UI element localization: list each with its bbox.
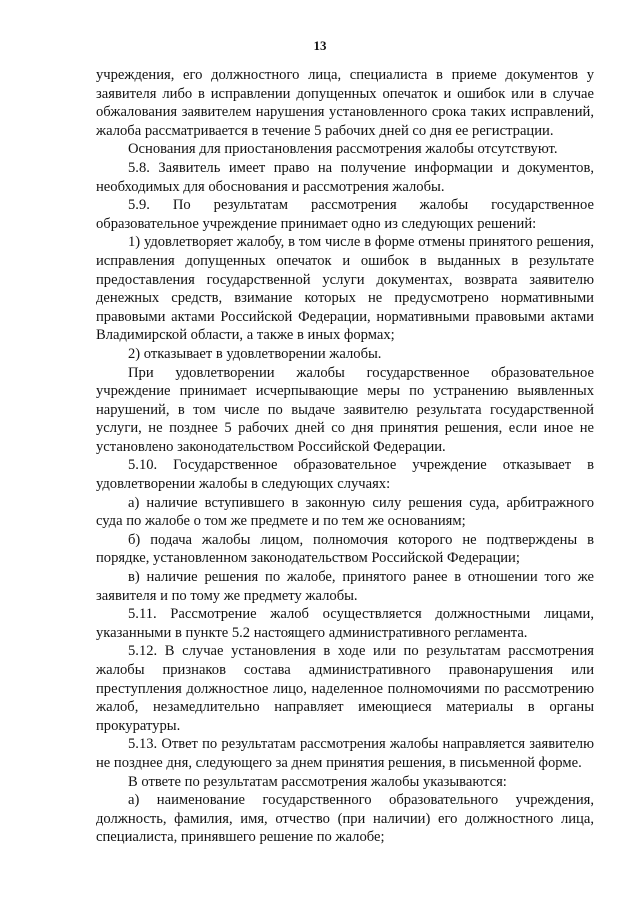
paragraph-satisfaction-measures: При удовлетворении жалобы государственное образовательное учреждение принимает исчерпывающие меры по устранению выявленных нарушений, в том числе по выдаче заявителю результата государственной услуги, не позднее 5 рабочих дней со дня принятия решения, если иное не установлено законодательством Российской Федерации. (96, 364, 594, 455)
paragraph-5-10-item-b: б) подача жалобы лицом, полномочия которого не подтверждены в порядке, установленном законодательством Российской Федерации; (96, 531, 594, 567)
paragraph-continuation: учреждения, его должностного лица, специалиста в приеме документов у заявителя либо в исправлении допущенных опечаток и ошибок или в случае обжалования заявителем нарушения установленного срока таких исправлений, жалоба рассматривается в течение 5 рабочих дней со дня ее регистрации. (96, 67, 594, 139)
paragraph-5-10-item-a: а) наличие вступившего в законную силу решения суда, арбитражного суда по жалобе о том же предмете и по тем же основаниям; (96, 494, 594, 530)
page-number: 13 (313, 38, 327, 53)
paragraph-5-11: 5.11. Рассмотрение жалоб осуществляется должностными лицами, указанными в пункте 5.2 настоящего административного регламента. (96, 606, 594, 641)
paragraph-response-contents: В ответе по результатам рассмотрения жалобы указываются: (128, 773, 507, 790)
paragraph-5-10-item-v: в) наличие решения по жалобе, принятого ранее в отношении того же заявителя и по тому же предмету жалобы. (96, 569, 594, 604)
paragraph-5-8: 5.8. Заявитель имеет право на получение информации и документов, необходимых для обоснования и рассмотрения жалобы. (96, 159, 594, 195)
document-body (96, 66, 594, 847)
paragraph-5-12: 5.12. В случае установления в ходе или по результатам рассмотрения жалобы признаков состава административного правонарушения или преступления должностное лицо, наделенное полномочиями по рассмотрению жалоб, незамедлительно направляет имеющиеся материалы в органы прокуратуры. (96, 643, 594, 734)
paragraph-5-9: 5.9. По результатам рассмотрения жалобы государственное образовательное учреждение принимает одно из следующих решений: (96, 197, 594, 232)
paragraph-no-suspension-grounds: Основания для приостановления рассмотрения жалобы отсутствуют. (128, 141, 558, 158)
paragraph-5-13: 5.13. Ответ по результатам рассмотрения жалобы направляется заявителю не позднее дня, следующего за днем принятия решения, в письменной форме. (96, 736, 594, 771)
paragraph-5-10: 5.10. Государственное образовательное учреждение отказывает в удовлетворении жалобы в следующих случаях: (96, 457, 594, 493)
paragraph-response-item-a: а) наименование государственного образовательного учреждения, должность, фамилия, имя, отчество (при наличии) его должностного лица, специалиста, принявшего решение по жалобе; (96, 792, 594, 846)
paragraph-5-9-item-1: 1) удовлетворяет жалобу, в том числе в форме отмены принятого решения, исправления допущенных опечаток и ошибок в выданных в результате предоставления государственной услуги документах, возврата заявителю денежных средств, взимание которых не предусмотрено нормативными правовыми актами Российской Федерации, нормативными правовыми актами Владимирской области, а также в иных формах; (96, 234, 594, 344)
paragraph-5-9-item-2: 2) отказывает в удовлетворении жалобы. (128, 345, 382, 362)
